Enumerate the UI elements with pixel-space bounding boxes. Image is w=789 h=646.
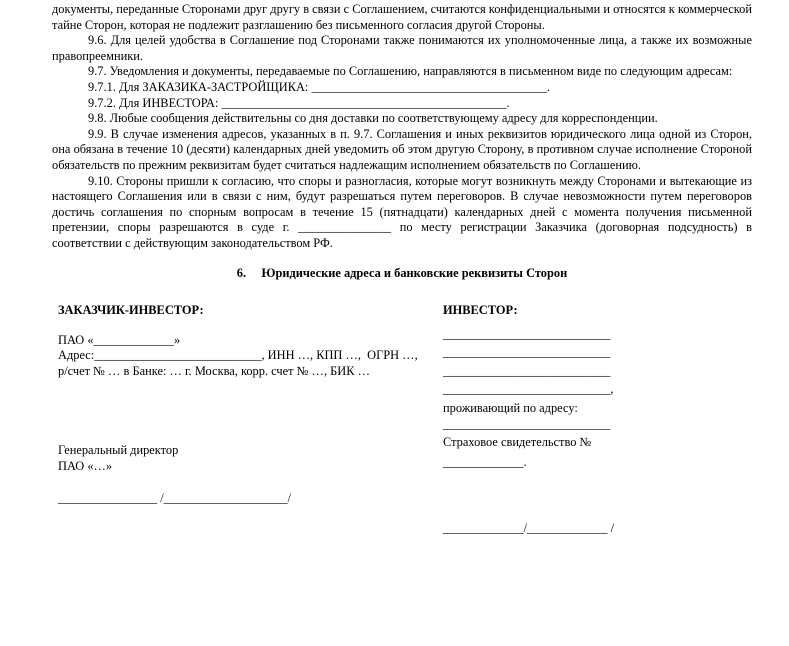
- customer-investor-column: [58, 303, 418, 506]
- paragraph-intro: документы, переданные Сторонами друг другу в связи с Соглашением, считаются конфиденциальными и относятся к коммерческой тайне Сторон, которая не подлежит разглашению без письменного согласия другой Стороны.: [52, 2, 753, 32]
- customer-address: Адрес:___________________________, ИНН …, КПП …, ОГРН …,: [58, 348, 418, 363]
- paragraph-9-7-1: 9.7.1. Для ЗАКАЗИКА-ЗАСТРОЙЩИКА: ______________________________________.: [88, 79, 550, 94]
- investor-column: [443, 303, 653, 537]
- paragraph-9-7: 9.7. Уведомления и документы, передаваемые по Соглашению, направляются в письменном виде по следующим адресам:: [88, 64, 733, 79]
- investor-signature-line: _____________/_____________ /: [443, 521, 615, 536]
- signatory-org: ПАО «…»: [58, 459, 113, 474]
- investor-header: ИНВЕСТОР:: [443, 303, 518, 318]
- spacer: [58, 475, 418, 491]
- section-title: 6. Юридические адреса и банковские реквизиты Сторон: [236, 265, 568, 280]
- signatory-title: Генеральный директор: [58, 443, 179, 458]
- requisites-columns: [52, 303, 752, 543]
- customer-investor-header: ЗАКАЗЧИК-ИНВЕСТОР:: [58, 303, 204, 318]
- investor-line-2: ___________________________: [443, 345, 611, 360]
- spacer: [443, 470, 653, 521]
- spacer: [58, 379, 418, 443]
- customer-org: ПАО «_____________»: [58, 332, 181, 347]
- investor-residing-label: проживающий по адресу:: [443, 401, 578, 416]
- customer-signature-line: ________________ /____________________/: [58, 490, 292, 505]
- paragraph-9-6: 9.6. Для целей удобства в Соглашение под Сторонами также понимаются их уполномоченные лица, а также их возможные правопреемники.: [52, 33, 752, 63]
- customer-bank: р/счет № … в Банке: … г. Москва, корр. счет № …, БИК …: [58, 363, 370, 378]
- paragraph-9-10: 9.10. Стороны пришли к согласию, что споры и разногласия, которые могут возникнуть между Сторонами и вытекающие из настоящего Соглашения или в связи с ним, будут разрешаться путем переговоров. В случае невозможности путем переговоров достичь соглашения по спорным вопросам в течение 15 (пятнадцати) календарных дней с момента получения письменной претензии, споры разрешаются в суде г. _______________ по месту регистрации Заказчика (договорная подсудность) в соответствии с действующим законодательством РФ.: [52, 173, 752, 250]
- investor-line-1: ___________________________: [443, 326, 611, 341]
- paragraph-9-7-2: 9.7.2. Для ИНВЕСТОРА: ______________________________________________.: [88, 95, 510, 110]
- paragraph-9-9: 9.9. В случае изменения адресов, указанных в п. 9.7. Соглашения и иных реквизитов юридического лица одной из Сторон, она обязана в течение 10 (десяти) календарных дней уведомить об этом другую Сторону, в противном случае исполнение Стороной обязательств по прежним реквизитам будет считаться надлежащим исполнением обязательств по Соглашению.: [52, 126, 752, 172]
- investor-address-line: ___________________________: [443, 416, 611, 431]
- document-page: [52, 2, 752, 543]
- paragraph-9-8: 9.8. Любые сообщения действительны со дня доставки по соответствующему адресу для корреспонденции.: [88, 111, 658, 126]
- investor-insurance-line: _____________.: [443, 454, 527, 469]
- investor-line-4: ___________________________,: [443, 382, 614, 397]
- investor-line-3: ___________________________: [443, 363, 611, 378]
- investor-insurance-label: Страховое свидетельство №: [443, 435, 592, 450]
